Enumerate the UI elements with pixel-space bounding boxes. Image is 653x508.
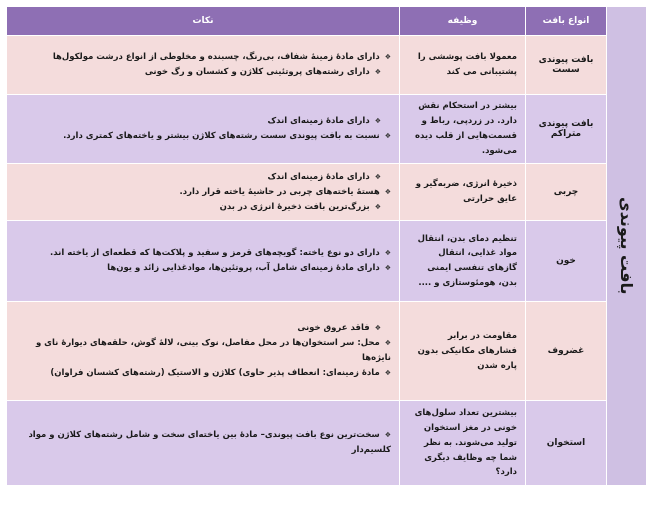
tissue-function: تنظیم دمای بدن، انتقال مواد غذایی، انتقال گازهای تنفسی ایمنی بدن، هومئوستازی و .... [400, 221, 526, 302]
tissue-notes [7, 163, 400, 221]
note-item: ❖ نسبت به بافت پیوندی سست رشته‌های کلاژن بیشتر و یاخته‌های کمتری دارد. [15, 129, 391, 144]
note-item: ❖ دارای دو نوع یاخته: گویچه‌های قرمز و سفید و پلاکت‌ها که قطعه‌ای از یاخته اند. [15, 246, 391, 261]
tissue-function: مقاومت در برابر فشارهای مکانیکی بدون پاره شدن [400, 302, 526, 401]
note-item: ❖ مادهٔ زمینه‌ای: انعطاف پذیر حاوی) کلاژن و الاستیک (رشته‌های کشسان فراوان) [15, 366, 391, 381]
table-row [7, 36, 647, 95]
note-item: ❖ دارای مادهٔ زمینه‌ای اندک [15, 114, 381, 129]
tissue-type: بافت پیوندی متراکم [526, 94, 607, 163]
note-item: ❖ بزرگ‌ترین بافت ذخیرهٔ انرژی در بدن [15, 200, 381, 215]
header-types: انواع بافت [526, 7, 607, 36]
connective-tissue-table-frame [6, 6, 647, 486]
note-item: ❖ هستهٔ یاخته‌های چربی در حاشیهٔ یاخته قرار دارد. [15, 185, 391, 200]
note-item: ❖ محل: سر استخوان‌ها در محل مفاصل، نوک بینی، لالهٔ گوش، حلقه‌های دیوارهٔ نای و نایژه‌ها [15, 336, 391, 366]
tissue-notes [7, 302, 400, 401]
note-item: ❖ دارای مادهٔ زمینهٔ شفاف، بی‌رنگ، چسبنده و مخلوطی از انواع درشت مولکول‌ها [15, 50, 391, 65]
tissue-function: معمولا بافت پوششی را پشتیبانی می کند [400, 36, 526, 95]
tissue-notes [7, 401, 400, 486]
tissue-type: بافت پیوندی سست [526, 36, 607, 95]
tissue-type: استخوان [526, 401, 607, 486]
header-notes: نکات [7, 7, 400, 36]
table-row [7, 401, 647, 486]
tissue-notes [7, 221, 400, 302]
connective-tissue-table [6, 6, 647, 486]
tissue-type: غضروف [526, 302, 607, 401]
note-item: ❖ دارای مادهٔ زمینه‌ای شامل آب، پروتئین‌ها، موادغذایی زائد و یون‌ها [15, 261, 391, 276]
tissue-type: خون [526, 221, 607, 302]
table-row [7, 163, 647, 221]
header-row [7, 7, 647, 36]
side-label-cell [607, 7, 647, 486]
tissue-function: ذخیرهٔ انرژی، ضربه‌گیر و عایق حرارتی [400, 163, 526, 221]
table-row [7, 94, 647, 163]
note-item: ❖ دارای مادهٔ زمینه‌ای اندک [15, 170, 381, 185]
tissue-function: بیشترین تعداد سلول‌های خونی در مغز استخوان تولید می‌شوند. به نظر شما چه وظایف دیگری دارد؟ [400, 401, 526, 486]
note-item: ❖ سخت‌ترین نوع بافت پیوندی– مادهٔ بین یاخته‌ای سخت و شامل رشته‌های کلاژن و مواد کلسیم‌دار [15, 428, 391, 458]
table-row [7, 302, 647, 401]
tissue-notes [7, 36, 400, 95]
header-function: وظیفه [400, 7, 526, 36]
note-item: ❖ دارای رشته‌های پروتئینی کلاژن و کشسان و رگ خونی [15, 65, 381, 80]
side-label: بافت پیوندی [617, 197, 636, 295]
table-row [7, 221, 647, 302]
tissue-notes [7, 94, 400, 163]
tissue-function: بیشتر در استحکام نقش دارد. در زردپی، رباط و قسمت‌هایی از قلب دیده می‌شود. [400, 94, 526, 163]
tissue-type: چربی [526, 163, 607, 221]
note-item: ❖ فاقد عروق خونی [15, 321, 381, 336]
